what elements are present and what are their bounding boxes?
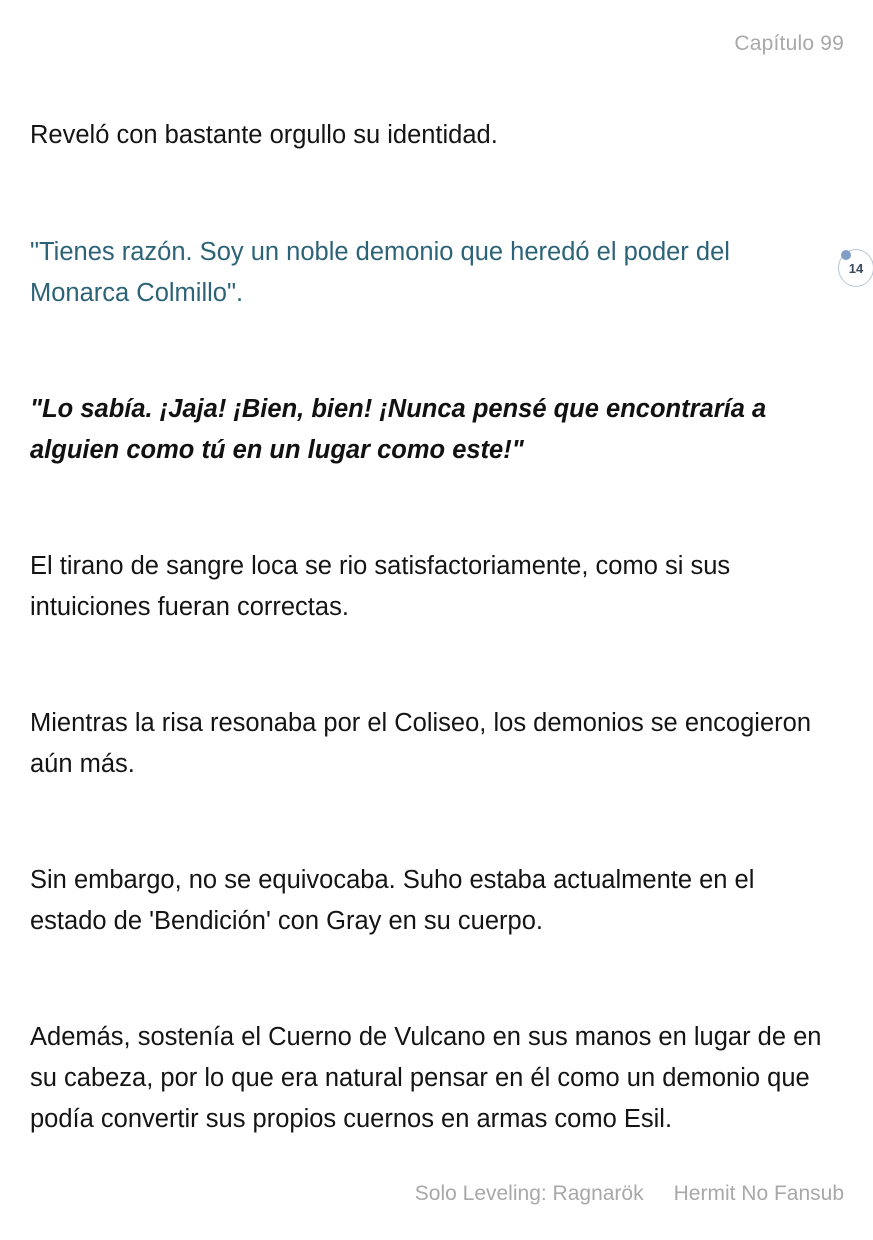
paragraph-narration: Mientras la risa resonaba por el Coliseo, los demonios se encogieron aún más.	[30, 709, 811, 778]
paragraph-dialogue-suho: "Tienes razón. Soy un noble demonio que heredó el poder del Monarca Colmillo".	[30, 238, 730, 307]
paragraph-dialogue-tyrant: "Lo sabía. ¡Jaja! ¡Bien, bien! ¡Nunca pensé que encontraría a alguien como tú en un lugar como este!"	[30, 395, 767, 464]
paragraph-narration: El tirano de sangre loca se rio satisfactoriamente, como si sus intuiciones fueran correctas.	[30, 552, 731, 621]
badge-indicator-dot	[841, 250, 851, 260]
paragraph-narration: Además, sostenía el Cuerno de Vulcano en sus manos en lugar de en su cabeza, por lo que era natural pensar en él como un demonio que podía convertir sus propios cuernos en armas como Esil.	[30, 1023, 822, 1133]
paragraph-narration: Sin embargo, no se equivocaba. Suho estaba actualmente en el estado de 'Bendición' con Gray en su cuerpo.	[30, 866, 755, 935]
translator-credit: Hermit No Fansub	[673, 1182, 844, 1205]
chapter-label: Capítulo 99	[734, 32, 844, 55]
paragraph-narration: Reveló con bastante orgullo su identidad.	[30, 121, 498, 149]
footer	[415, 1182, 844, 1206]
page-number: 14	[848, 260, 864, 276]
book-title: Solo Leveling: Ragnarök	[414, 1182, 644, 1205]
